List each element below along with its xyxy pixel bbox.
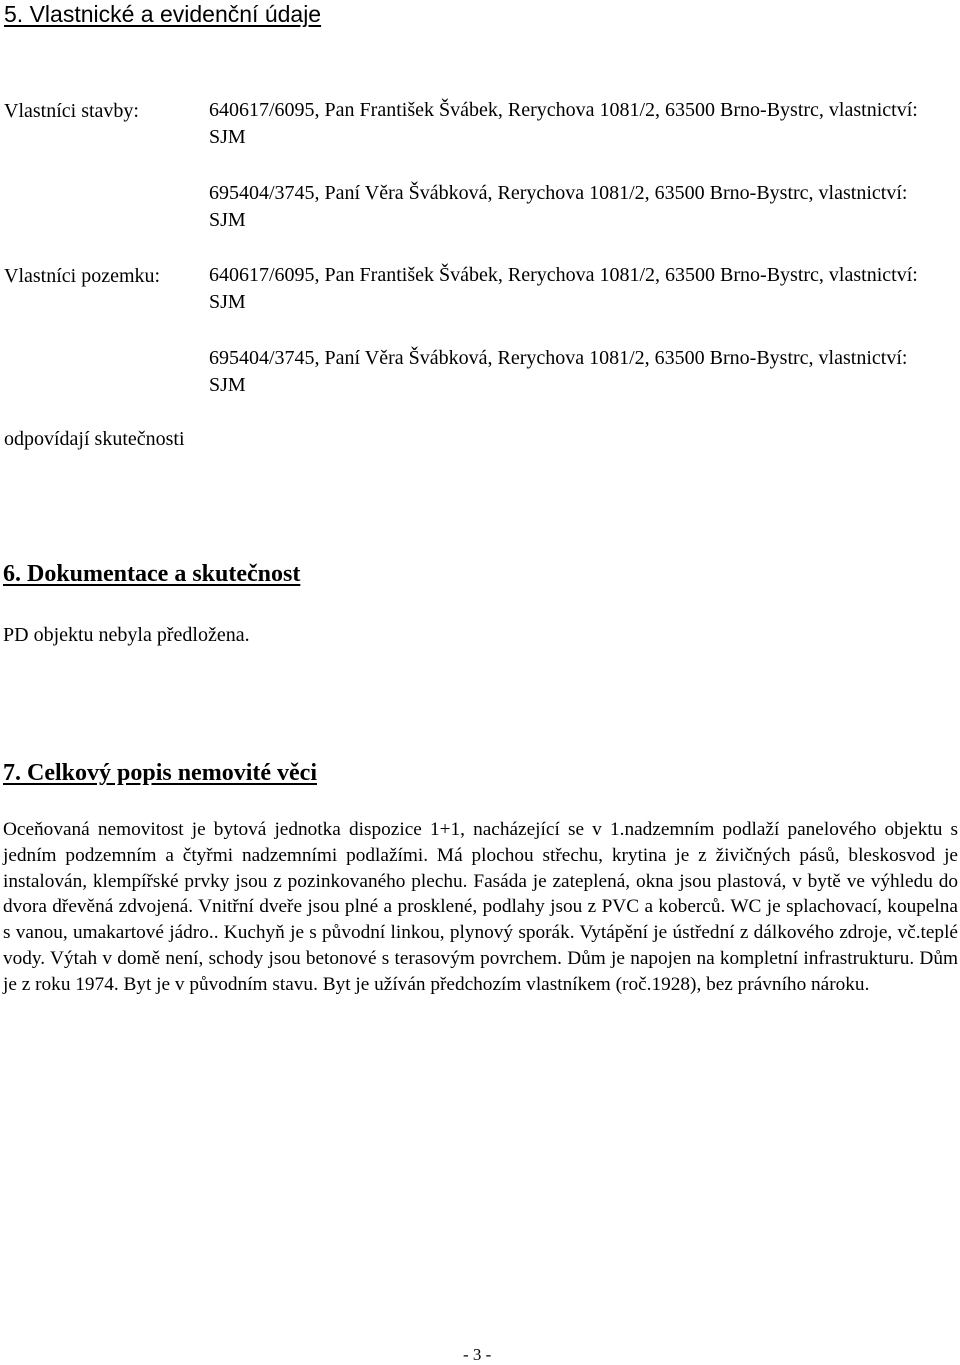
land-owner-2: 695404/3745, Paní Věra Švábková, Rerychova 1081/2, 63500 Brno-Bystrc, vlastnictví: SJM — [209, 347, 908, 396]
section-7-description: Oceňovaná nemovitost je bytová jednotka dispozice 1+1, nacházející se v 1.nadzemním podlaží panelového objektu s jedním podzemním a čtyřmi nadzemními podlažími. Má plochou střechu, krytina je z živičných pásů, bleskosvod je instalován, klempířské prvky jsou z pozinkovaného plechu. Fasáda je zateplená, okna jsou plastová, v bytě ve výhledu do dvora dřevěná zdvojená. Vnitřní dveře jsou plné a prosklené, podlahy jsou z PVC a koberců. WC je splachovací, koupelna s vanou, umakartové jádro.. Kuchyň je s původní linkou, plynový sporák. Vytápění je ústřední z dálkového zdroje, vč.teplé vody. Výtah v domě není, schody jsou betonové s terasovým povrchem. Dům je napojen na kompletní infrastrukturu. Dům je z roku 1974. Byt je v původním stavu. Byt je užíván předchozím vlastníkem (roč.1928), bez právního nároku. — [3, 819, 958, 995]
ownership-note: odpovídají skutečnosti — [4, 428, 185, 450]
page-number: - 3 - — [463, 1345, 492, 1364]
section-7-heading: 7. Celkový popis nemovité věci — [3, 760, 317, 786]
building-owner-2: 695404/3745, Paní Věra Švábková, Rerychova 1081/2, 63500 Brno-Bystrc, vlastnictví: SJM — [209, 182, 908, 231]
section-5-heading: 5. Vlastnické a evidenční údaje — [4, 1, 322, 27]
land-owners-label: Vlastníci pozemku: — [4, 265, 161, 287]
section-6-heading: 6. Dokumentace a skutečnost — [3, 561, 301, 587]
land-owner-1: 640617/6095, Pan František Švábek, Rerychova 1081/2, 63500 Brno-Bystrc, vlastnictví: SJM — [209, 264, 918, 313]
section-6-text: PD objektu nebyla předložena. — [3, 624, 250, 646]
building-owners-label: Vlastníci stavby: — [4, 100, 139, 122]
building-owner-1: 640617/6095, Pan František Švábek, Rerychova 1081/2, 63500 Brno-Bystrc, vlastnictví: SJM — [209, 99, 918, 148]
